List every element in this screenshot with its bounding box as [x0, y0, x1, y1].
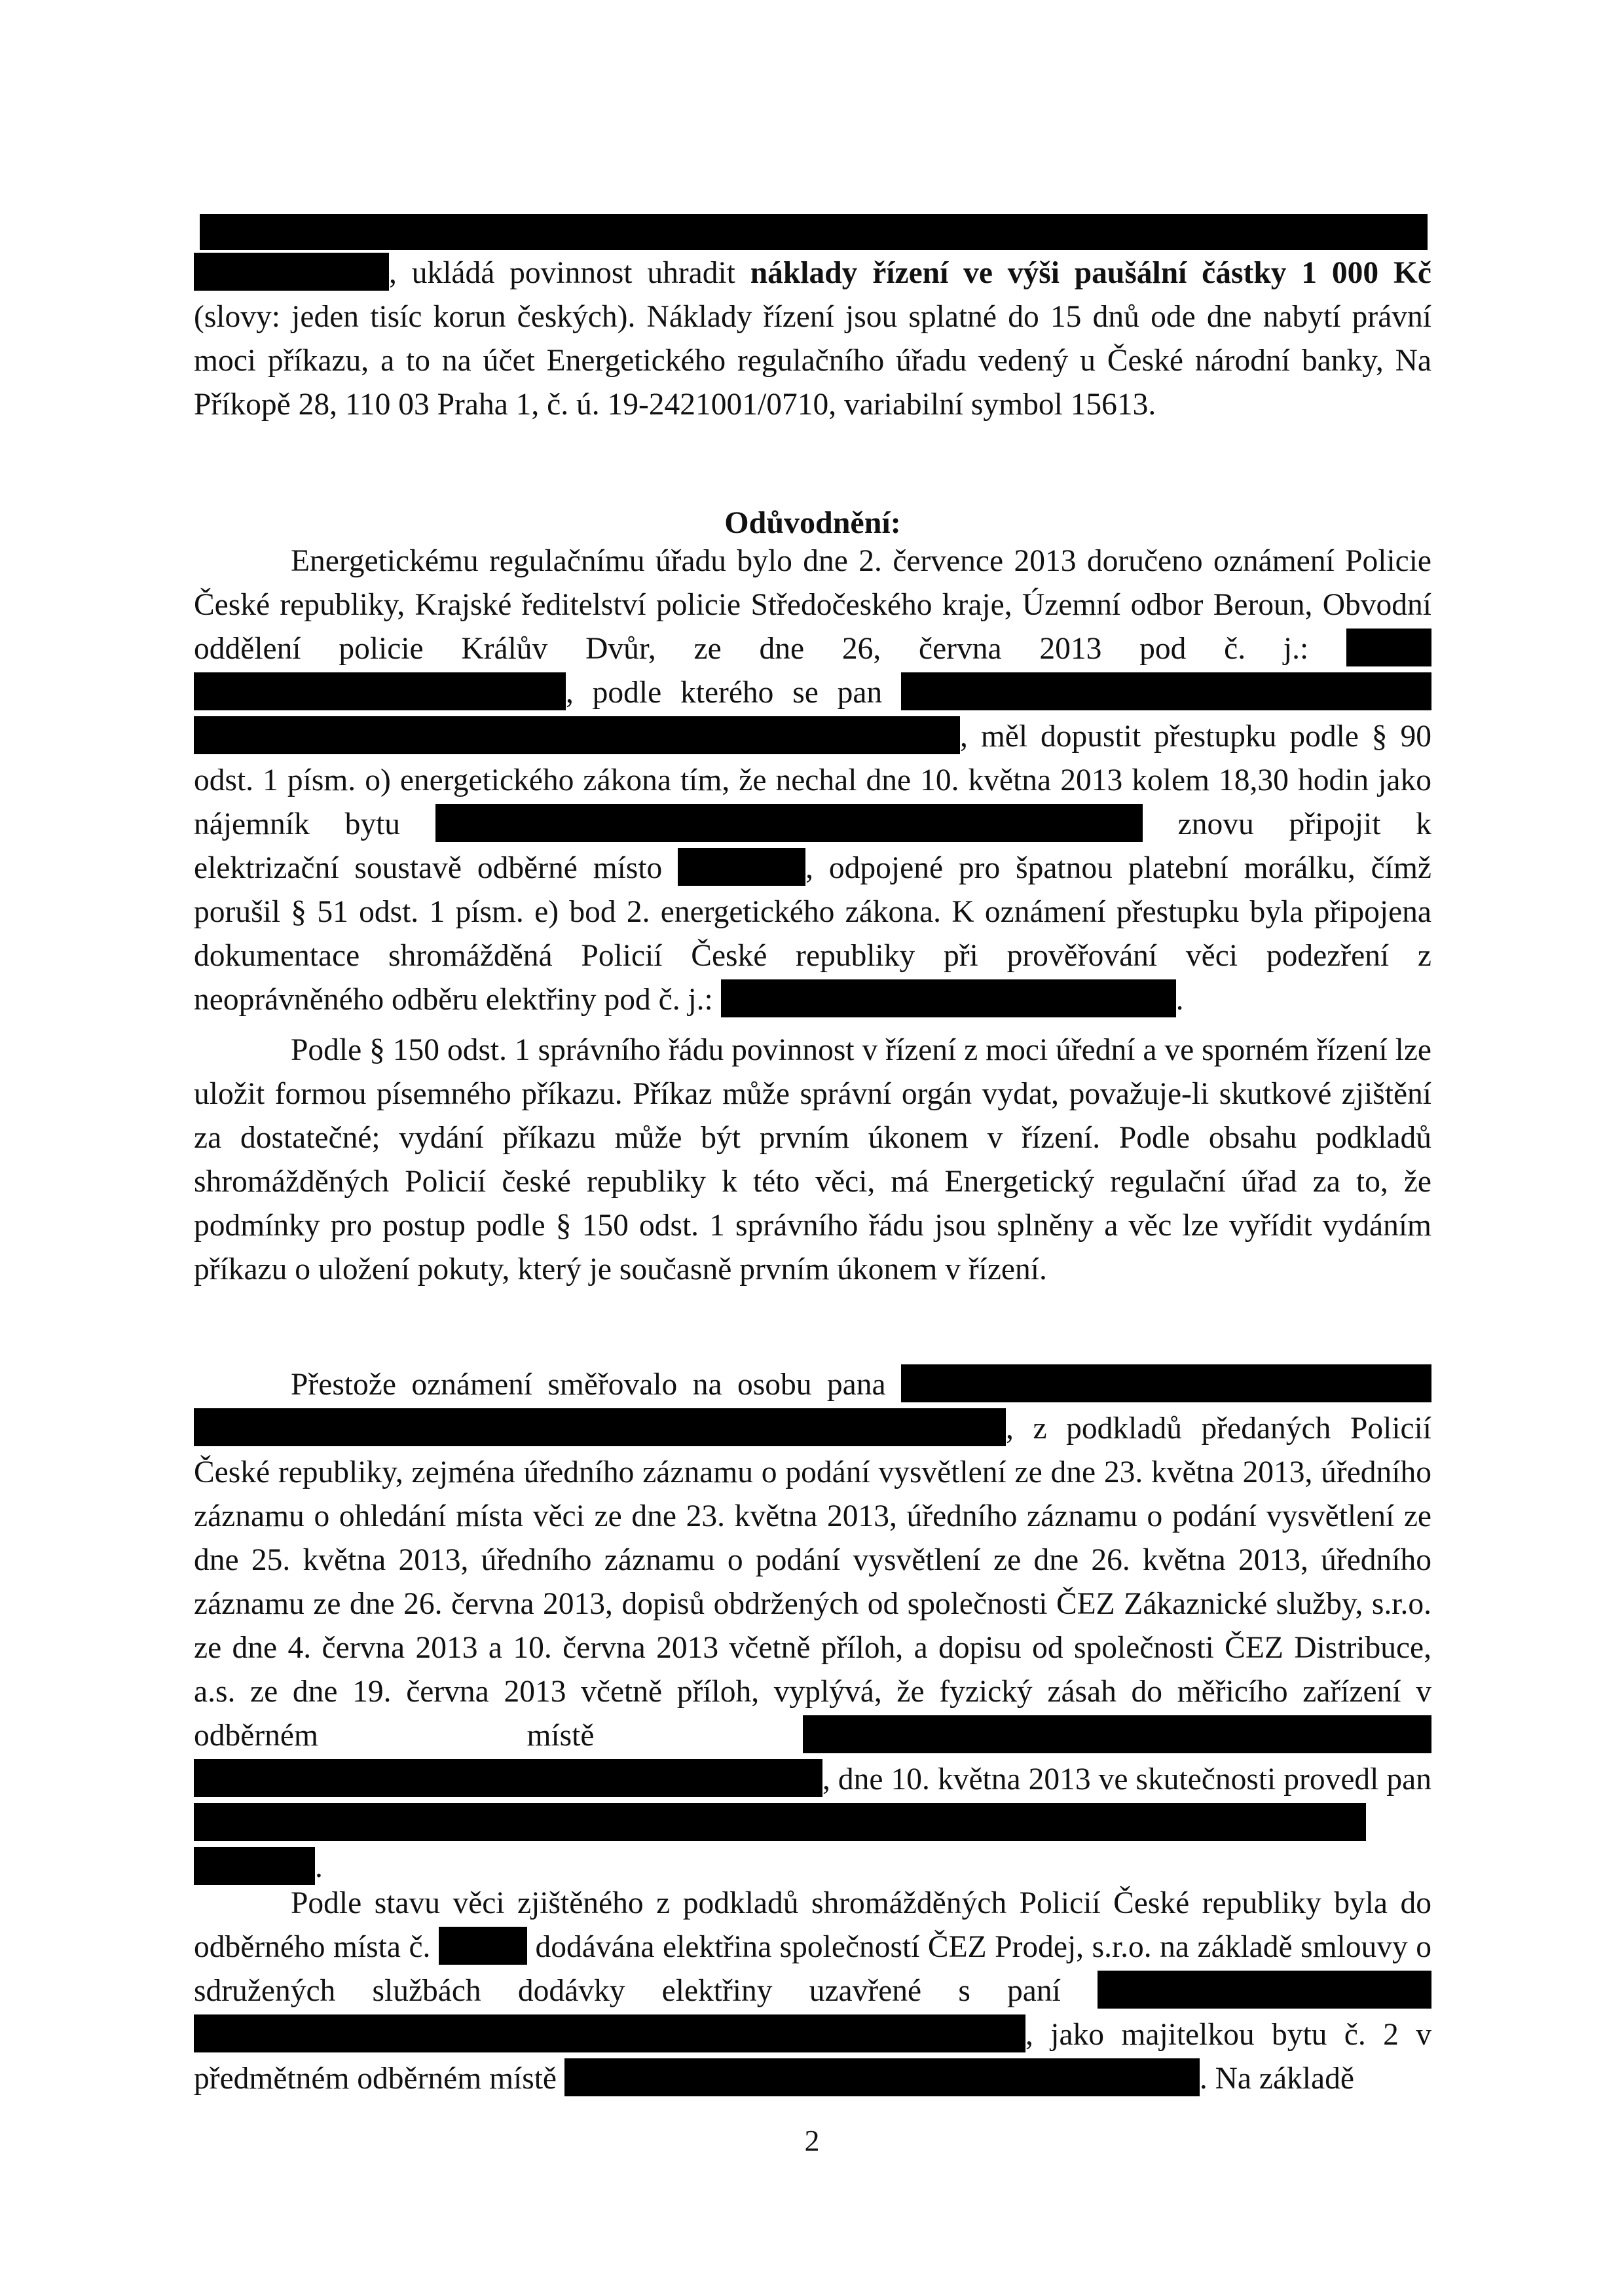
redaction-bar	[901, 672, 1431, 710]
text: znovu připojit k elektrizační soustavě odběrné místo	[194, 807, 1431, 885]
text: Podle stavu věci zjištěného z podkladů shromážděných Policií České republiky byla do odběrného místa č.	[194, 1886, 1431, 1964]
redaction-bar	[194, 1408, 1006, 1446]
text: , ukládá povinnost uhradit	[389, 256, 750, 290]
text: Přestože oznámení směřovalo na osobu pana	[291, 1368, 901, 1402]
text: , jako majitelkou bytu č. 2 v předmětném odběrném místě	[194, 2018, 1431, 2096]
paragraph-costs	[194, 251, 1431, 427]
text: , z podkladů předaných Policií České republiky, zejména úředního záznamu o podání vysvětlení ze dne 23. května 2013, úředního záznamu o ohledání místa věci ze dne 23. května 2013, úředního záznamu o podání vysvětlení ze dne 25. května 2013, úředního záznamu o podání vysvětlení ze dne 26. května 2013, úředního záznamu ze dne 26. června 2013, dopisů obdržených od společnosti ČEZ Zákaznické služby, s.r.o. ze dne 4. června 2013 a 10. června 2013 včetně příloh, a dopisu od společnosti ČEZ Distribuce, a.s. ze dne 19. června 2013 včetně příloh, vyplývá, že fyzický zásah do měřicího zařízení v odběrném místě	[194, 1412, 1431, 1753]
text: , měl dopustit přestupku podle § 90 odst. 1 písm. o) energetického zákona tím, že nechal dne 10. května 2013 kolem 18,30 hodin jako nájemník bytu	[194, 720, 1431, 841]
paragraph-legal-basis: Podle § 150 odst. 1 správního řádu povinnost v řízení z moci úřední a ve sporném řízení lze uložit formou písemného příkazu. Příkaz může správní orgán vydat, považuje-li skutkové zjištění za dostatečné; vydání příkazu může být prvním úkonem v řízení. Podle obsahu podkladů shromážděných Policií české republiky k této věci, má Energetický regulační úřad za to, že podmínky pro postup podle § 150 odst. 1 správního řádu jsou splněny a věc lze vyřídit vydáním příkazu o uložení pokuty, který je současně prvním úkonem v řízení.	[194, 1033, 1431, 1286]
redaction-bar	[194, 1803, 1366, 1841]
text: , odpojené pro špatnou platební morálku, čímž porušil § 51 odst. 1 písm. e) bod 2. energetického zákona. K oznámení přestupku byla připojena dokumentace shromážděná Policií České republiky při prověřování věci podezření z neoprávněného odběru elektřiny pod č. j.:	[194, 851, 1431, 1017]
text: (slovy: jeden tisíc korun českých). Náklady řízení jsou splatné do 15 dnů ode dne nabytí právní moci příkazu, a to na účet Energetického regulačního úřadu vedený u České národní banky, Na Příkopě 28, 110 03 Praha 1, č. ú. 19-2421001/0710, variabilní symbol 15613.	[194, 300, 1431, 422]
redaction-bar	[721, 979, 1176, 1017]
text: .	[315, 1850, 323, 1884]
redaction-bar	[803, 1715, 1431, 1753]
redaction-bar	[194, 1847, 315, 1885]
redaction-bar	[439, 1927, 527, 1965]
redaction-bar	[194, 672, 566, 710]
redaction-bar	[435, 804, 1143, 842]
text: Energetickému regulačnímu úřadu bylo dne 2. července 2013 doručeno oznámení Policie České republiky, Krajské ředitelství policie Středočeského kraje, Územní odbor Beroun, Obvodní oddělení policie Králův Dvůr, ze dne 26, června 2013 pod č. j.:	[194, 544, 1431, 666]
redaction-bar	[194, 253, 389, 291]
text: , podle kterého se pan	[566, 676, 901, 710]
paragraph-findings	[194, 1363, 1431, 1889]
redaction-bar	[194, 1759, 822, 1797]
text: , dne 10. května 2013 ve skutečnosti provedl pan	[822, 1762, 1431, 1796]
text: dodávána elektřina společností ČEZ Prodej, s.r.o. na základě smlouvy o sdružených službách dodávky elektřiny uzavřené s paní	[194, 1930, 1431, 2008]
redaction-bar	[678, 848, 805, 886]
redaction-bar	[901, 1364, 1431, 1402]
section-heading: Odůvodnění:	[724, 505, 901, 540]
text: .	[1175, 983, 1184, 1017]
text: . Na základě	[1199, 2062, 1354, 2096]
redaction-bar	[194, 716, 960, 754]
redaction-bar	[564, 2058, 1200, 2096]
paragraph-supply-state	[194, 1882, 1431, 2101]
redaction-bar	[194, 2014, 1025, 2052]
page-number: 2	[804, 2124, 820, 2157]
redaction-bar	[1098, 1971, 1431, 2009]
redaction-bar	[1346, 629, 1431, 666]
emphasis-text: náklady řízení ve výši paušální částky 1 000 Kč	[750, 256, 1431, 290]
redaction-bar	[200, 214, 1428, 250]
paragraph-notice	[194, 539, 1431, 1022]
